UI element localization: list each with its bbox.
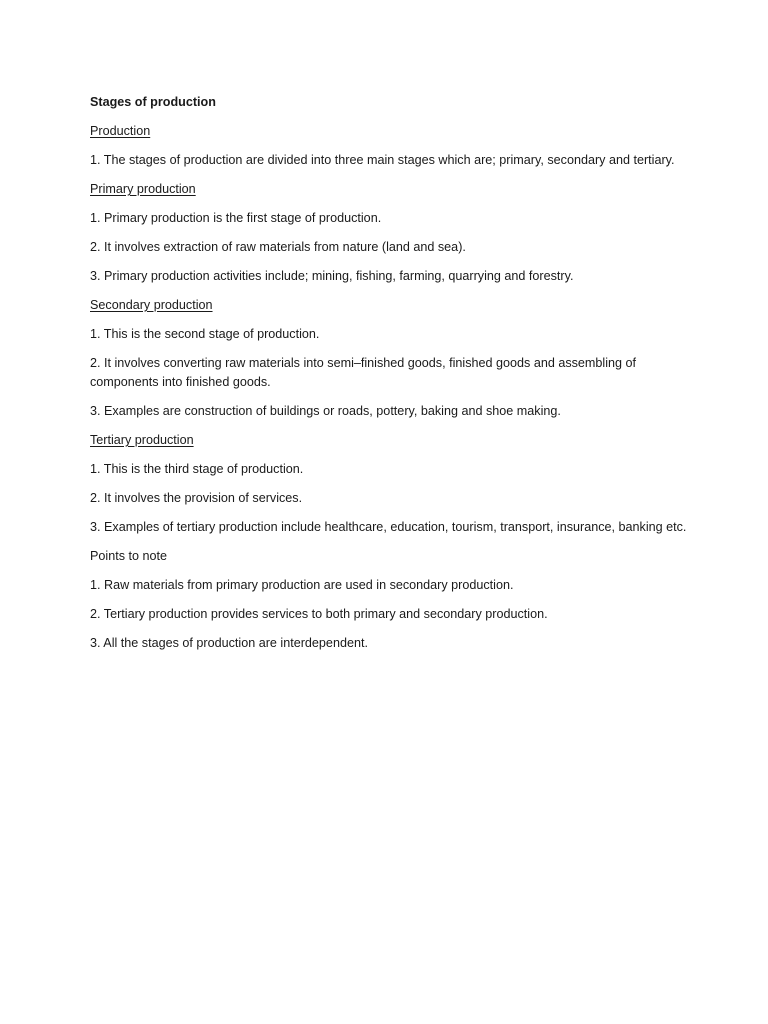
section-heading-tertiary-production: Tertiary production (90, 433, 194, 447)
section-points-to-note (90, 547, 690, 653)
point-primary-2: 2. It involves extraction of raw materials from nature (land and sea). (90, 240, 466, 254)
section-heading-production: Production (90, 124, 151, 138)
point-note-1: 1. Raw materials from primary production are used in secondary production. (90, 578, 514, 592)
document-title: Stages of production (90, 95, 216, 109)
point-note-3: 3. All the stages of production are interdependent. (90, 636, 368, 650)
point-tertiary-1: 1. This is the third stage of production. (90, 462, 304, 476)
point-secondary-2: 2. It involves converting raw materials into semi–finished goods, finished goods and assembling of components into finished goods. (90, 356, 637, 389)
section-primary-production (90, 180, 690, 286)
document-page (90, 93, 690, 663)
point-note-2: 2. Tertiary production provides services to both primary and secondary production. (90, 607, 548, 621)
point-secondary-3: 3. Examples are construction of buildings or roads, pottery, baking and shoe making. (90, 404, 561, 418)
point-secondary-1: 1. This is the second stage of production. (90, 327, 320, 341)
point-tertiary-3: 3. Examples of tertiary production include healthcare, education, tourism, transport, insurance, banking etc. (90, 520, 687, 534)
section-heading-points-to-note: Points to note (90, 549, 168, 563)
section-heading-primary-production: Primary production (90, 182, 196, 196)
section-tertiary-production (90, 431, 690, 537)
point-primary-3: 3. Primary production activities include; mining, fishing, farming, quarrying and forestry. (90, 269, 574, 283)
point-tertiary-2: 2. It involves the provision of services. (90, 491, 303, 505)
section-heading-secondary-production: Secondary production (90, 298, 213, 312)
section-production (90, 122, 690, 170)
point-primary-1: 1. Primary production is the first stage of production. (90, 211, 382, 225)
section-secondary-production (90, 296, 690, 421)
point-production-1: 1. The stages of production are divided into three main stages which are; primary, secondary and tertiary. (90, 153, 675, 167)
